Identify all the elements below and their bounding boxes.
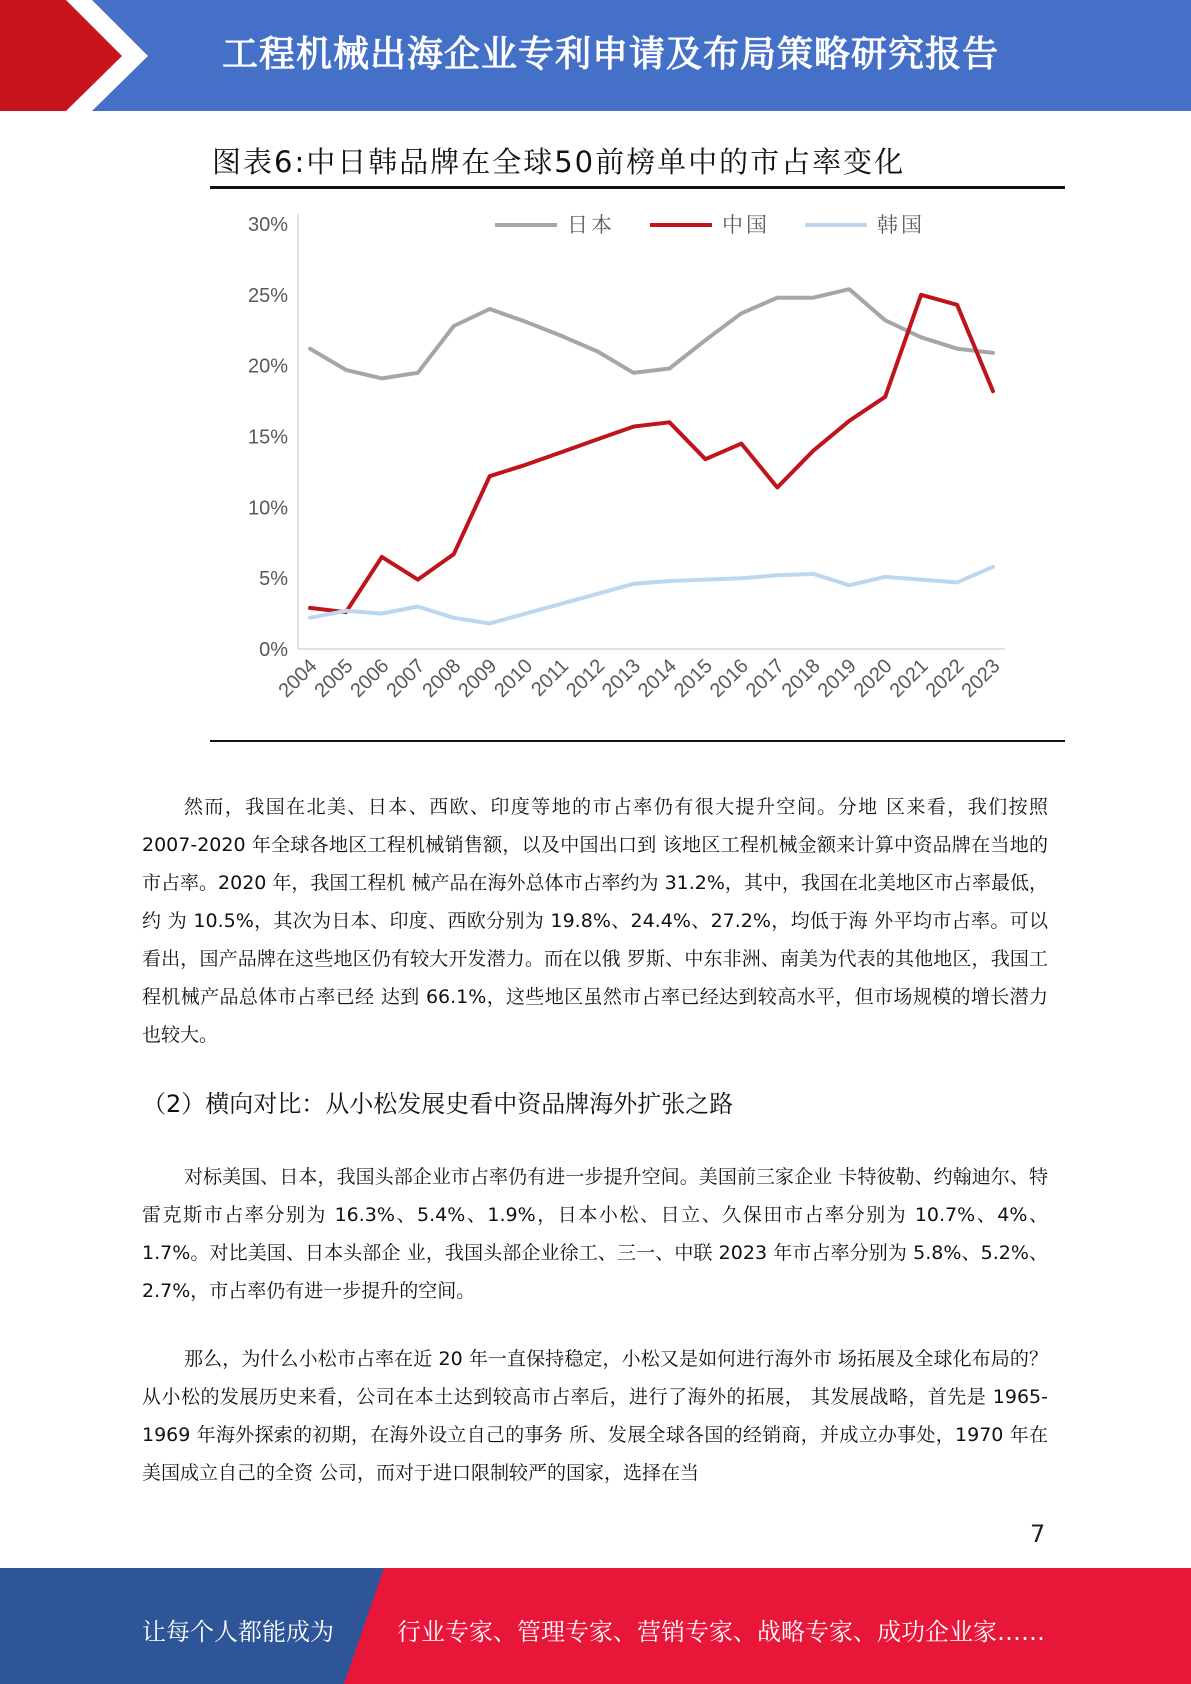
series-line-中国 bbox=[310, 295, 993, 612]
x-tick-label: 2011 bbox=[527, 654, 574, 701]
x-tick-label: 2023 bbox=[957, 654, 1005, 703]
x-tick-label: 2017 bbox=[741, 654, 789, 703]
page-number: 7 bbox=[1030, 1520, 1046, 1548]
x-tick-label: 2010 bbox=[490, 654, 538, 703]
legend-label: 中国 bbox=[722, 213, 770, 237]
y-tick-label: 30% bbox=[247, 214, 288, 236]
header-banner bbox=[0, 0, 1191, 111]
x-tick-label: 2004 bbox=[274, 654, 322, 703]
series-line-日本 bbox=[310, 289, 993, 378]
x-tick-label: 2020 bbox=[849, 654, 897, 703]
paragraph-regional-share: 然而，我国在北美、日本、西欧、印度等地的市占率仍有很大提升空间。分地 区来看，我们按照 2007-2020 年全球各地区工程机械销售额，以及中国出口到 该地区工程机械金额来计算中资品牌在当地的市占率。2020 年，我国工程机 械产品在海外总体市占率约为 31.2%，其中，我国在北美地区市占率最低，约 为 10.5%，其次为日本、印度、西欧分别为 19.8%、24.4%、27.2%，均低于海 外平均市占率。可以看出，国产品牌在这些地区仍有较大开发潜力。而在以俄 罗斯、中东非洲、南美为代表的其他地区，我国工程机械产品总体市占率已经 达到 66.1%，这些地区虽然市占率已经达到较高水平，但市场规模的增长潜力 也较大。 bbox=[142, 796, 1048, 1046]
paragraph-benchmark: 对标美国、日本，我国头部企业市占率仍有进一步提升空间。美国前三家企业 卡特彼勒、约翰迪尔、特雷克斯市占率分别为 16.3%、5.4%、1.9%，日本小松、日立、久保田市占率分别为 10.7%、4%、1.7%。对比美国、日本头部企 业，我国头部企业徐工、三一、中联 2023 年市占率分别为 5.8%、5.2%、 2.7%，市占率仍有进一步提升的空间。 bbox=[142, 1166, 1048, 1302]
report-title: 工程机械出海企业专利申请及布局策略研究报告 bbox=[221, 34, 999, 75]
x-tick-label: 2013 bbox=[598, 654, 646, 703]
x-tick-label: 2014 bbox=[633, 654, 682, 703]
figure-title: 图表6:中日韩品牌在全球50前榜单中的市占率变化 bbox=[212, 145, 906, 179]
x-tick-label: 2005 bbox=[310, 654, 358, 703]
y-tick-label: 20% bbox=[247, 355, 288, 378]
x-tick-label: 2007 bbox=[382, 654, 430, 703]
x-tick-label: 2021 bbox=[885, 654, 933, 703]
x-tick-label: 2022 bbox=[921, 654, 969, 703]
legend-label: 日本 bbox=[567, 213, 615, 237]
x-tick-label: 2019 bbox=[813, 654, 861, 703]
x-tick-label: 2012 bbox=[562, 654, 610, 703]
y-tick-label: 10% bbox=[247, 497, 288, 520]
figure-top-rule bbox=[210, 186, 1065, 189]
legend-label: 韩国 bbox=[877, 213, 925, 237]
footer-slogan-right: 行业专家、管理专家、营销专家、战略专家、成功企业家…… bbox=[397, 1618, 1045, 1646]
figure-bottom-rule bbox=[210, 740, 1065, 742]
footer-slogan-left: 让每个人都能成为 bbox=[142, 1618, 334, 1646]
x-tick-label: 2009 bbox=[454, 654, 502, 703]
x-tick-label: 2018 bbox=[777, 654, 825, 703]
x-tick-label: 2006 bbox=[346, 654, 394, 703]
y-tick-label: 0% bbox=[259, 639, 288, 661]
x-tick-label: 2016 bbox=[705, 654, 753, 703]
y-tick-label: 15% bbox=[247, 426, 288, 449]
y-tick-label: 5% bbox=[259, 568, 288, 591]
x-tick-label: 2015 bbox=[669, 654, 717, 703]
x-tick-label: 2008 bbox=[418, 654, 466, 703]
paragraph-komatsu: 那么，为什么小松市占率在近 20 年一直保持稳定，小松又是如何进行海外市 场拓展及全球化布局的？ 从小松的发展历史来看，公司在本土达到较高市占率后，进行了海外的拓展， 其发展战略，首先是 1965-1969 年海外探索的初期，在海外设立自己的事务 所、发展全球各国的经销商，并成立办事处，1970 年在美国成立自己的全资 公司，而对于进口限制较严的国家，选择在当 bbox=[142, 1348, 1048, 1484]
market-share-line-chart bbox=[210, 200, 1065, 735]
y-tick-label: 25% bbox=[247, 284, 288, 307]
section-heading: （2）横向对比：从小松发展史看中资品牌海外扩张之路 bbox=[142, 1090, 734, 1118]
